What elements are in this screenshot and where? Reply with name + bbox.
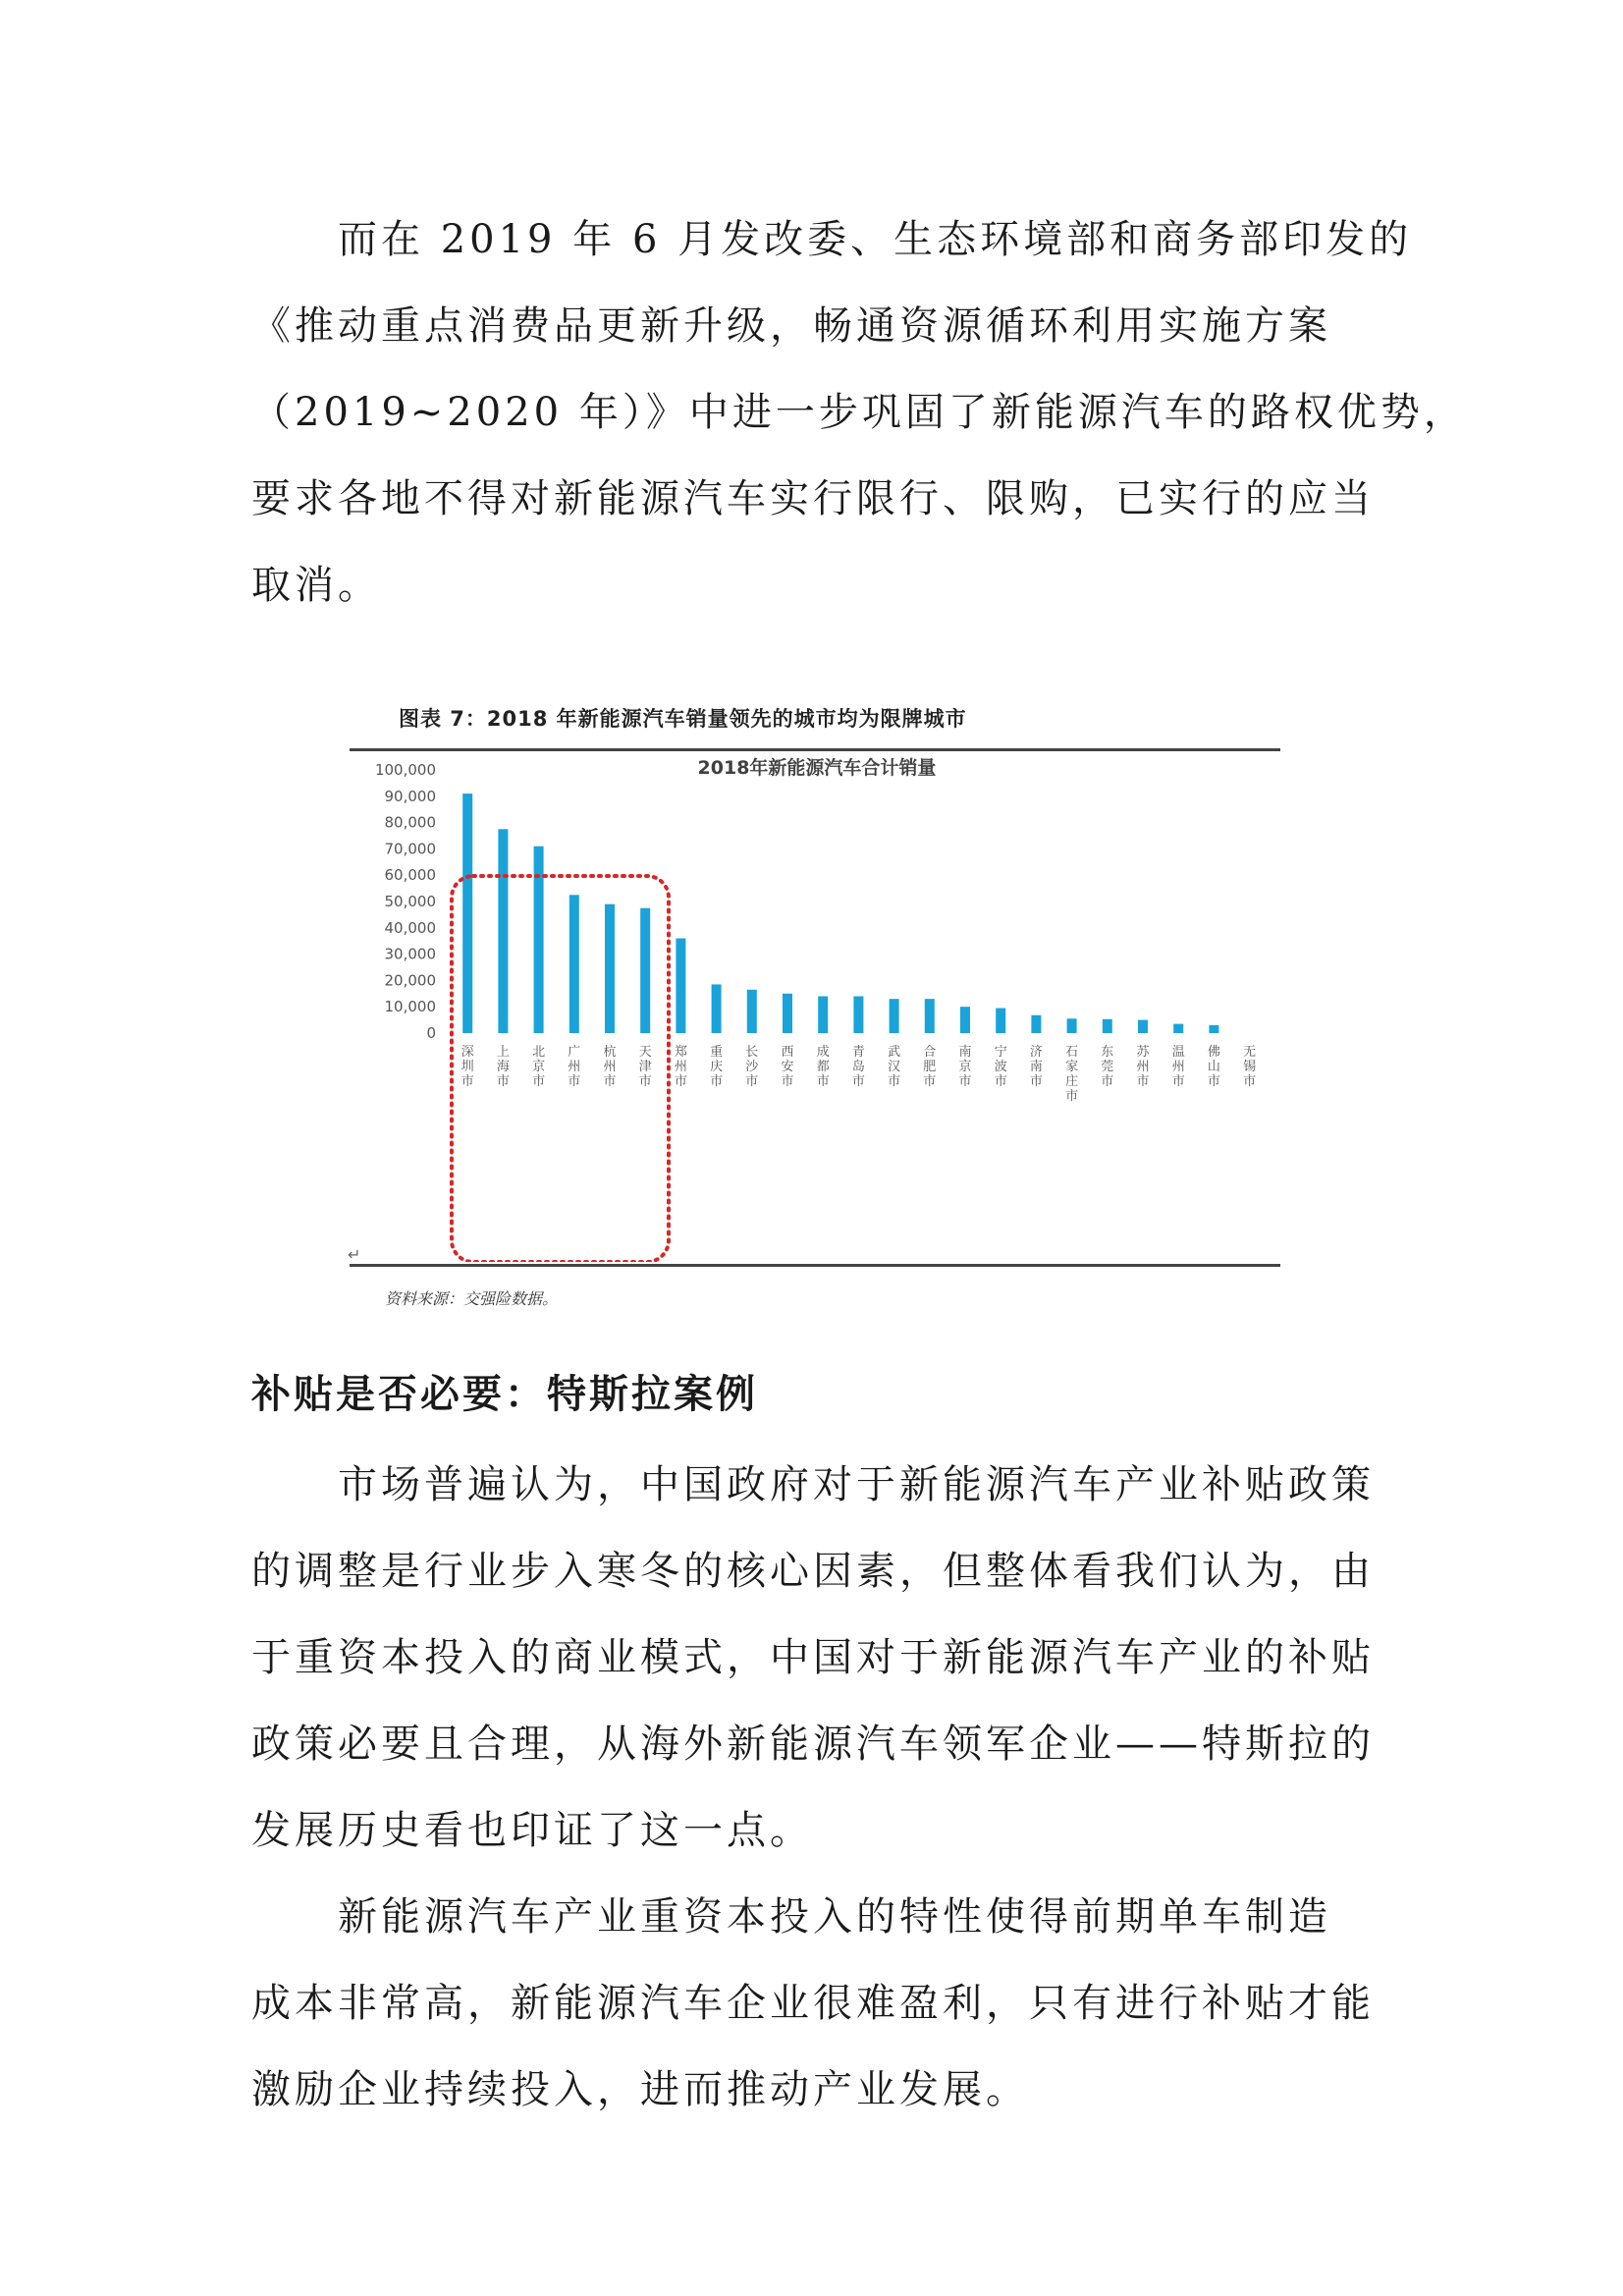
y-tick-label: 60,000	[384, 866, 436, 885]
x-tick-label: 长沙市	[745, 1045, 759, 1089]
paragraph-line: 政策必要且合理，从海外新能源汽车领军企业——特斯拉的	[251, 1722, 1375, 1767]
x-tick-label: 西安市	[781, 1045, 794, 1089]
bar-深圳市	[462, 793, 472, 1033]
x-tick-label: 深圳市	[460, 1045, 474, 1089]
return-mark: ↵	[348, 1245, 361, 1264]
x-tick-label: 天津市	[638, 1045, 652, 1089]
bar-成都市	[818, 996, 828, 1033]
bar-佛山市	[1209, 1025, 1218, 1033]
x-tick-label: 无锡市	[1243, 1045, 1257, 1089]
x-tick-label: 杭州市	[603, 1045, 617, 1089]
x-tick-label: 石家庄市	[1065, 1045, 1079, 1104]
bar-武汉市	[890, 999, 899, 1033]
highlight-box	[452, 876, 669, 1262]
figure-bottom-rule	[350, 1264, 1280, 1267]
bar-济南市	[1031, 1015, 1041, 1033]
paragraph-line: 而在 2019 年 6 月发改委、生态环境部和商务部印发的	[338, 217, 1413, 262]
y-tick-label: 0	[426, 1024, 436, 1042]
y-tick-label: 10,000	[384, 998, 436, 1016]
bar-郑州市	[676, 939, 685, 1033]
paragraph-line: 激励企业持续投入，进而推动产业发展。	[251, 2067, 1029, 2112]
x-tick-label: 成都市	[816, 1045, 830, 1089]
y-tick-label: 30,000	[384, 945, 436, 963]
x-tick-label: 温州市	[1171, 1045, 1185, 1089]
bar-苏州市	[1138, 1020, 1148, 1033]
figure-source: 资料来源：交强险数据。	[385, 1289, 559, 1308]
chart-title: 2018年新能源汽车合计销量	[697, 757, 937, 779]
paragraph-line: 的调整是行业步入寒冬的核心因素，但整体看我们认为，由	[251, 1549, 1375, 1594]
paragraph-line: 《推动重点消费品更新升级，畅通资源循环利用实施方案	[251, 303, 1331, 349]
section-heading: 补贴是否必要：特斯拉案例	[251, 1372, 758, 1417]
bar-长沙市	[747, 990, 757, 1033]
paragraph-line: 新能源汽车产业重资本投入的特性使得前期单车制造	[338, 1894, 1331, 1940]
y-tick-label: 80,000	[384, 813, 436, 832]
x-tick-label: 武汉市	[888, 1045, 901, 1089]
y-tick-label: 20,000	[384, 971, 436, 990]
y-tick-label: 70,000	[384, 840, 436, 858]
x-tick-label: 广州市	[568, 1045, 581, 1089]
x-tick-label: 重庆市	[710, 1045, 724, 1089]
sales-bar-chart	[346, 751, 1283, 1262]
paragraph-line: 要求各地不得对新能源汽车实行限行、限购，已实行的应当	[251, 476, 1375, 521]
bar-天津市	[640, 908, 650, 1033]
x-tick-label: 济南市	[1029, 1045, 1043, 1089]
x-tick-label: 郑州市	[674, 1045, 687, 1089]
x-tick-label: 青岛市	[851, 1045, 865, 1089]
paragraph-cost	[251, 1874, 1390, 2133]
bar-重庆市	[712, 984, 722, 1033]
figure-chart	[346, 668, 1283, 1316]
paragraph-policy	[251, 196, 1467, 629]
bar-杭州市	[605, 904, 615, 1033]
x-tick-label: 宁波市	[994, 1045, 1007, 1089]
y-tick-label: 90,000	[384, 787, 436, 805]
x-tick-label: 东莞市	[1101, 1045, 1114, 1089]
paragraph-line: （2019~2020 年）》中进一步巩固了新能源汽车的路权优势，	[251, 390, 1467, 435]
bar-宁波市	[996, 1009, 1005, 1033]
paragraph-line: 成本非常高，新能源汽车企业很难盈利，只有进行补贴才能	[251, 1981, 1375, 2026]
paragraph-market	[251, 1442, 1390, 1874]
x-tick-label: 苏州市	[1136, 1045, 1150, 1089]
bar-温州市	[1173, 1024, 1183, 1033]
y-tick-label: 40,000	[384, 918, 436, 937]
paragraph-line: 于重资本投入的商业模式，中国对于新能源汽车产业的补贴	[251, 1635, 1375, 1680]
x-tick-label: 上海市	[496, 1045, 510, 1089]
bar-上海市	[498, 829, 508, 1033]
bar-合肥市	[925, 999, 935, 1033]
x-tick-label: 南京市	[958, 1045, 972, 1089]
x-tick-label: 北京市	[532, 1045, 546, 1089]
paragraph-line: 市场普遍认为，中国政府对于新能源汽车产业补贴政策	[338, 1462, 1375, 1507]
x-tick-label: 佛山市	[1207, 1045, 1220, 1089]
bar-广州市	[569, 895, 579, 1033]
bar-东莞市	[1103, 1019, 1112, 1033]
bar-西安市	[783, 994, 792, 1033]
y-tick-label: 100,000	[374, 761, 436, 779]
bar-青岛市	[853, 996, 863, 1033]
figure-caption: 图表 7：2018 年新能源汽车销量领先的城市均为限牌城市	[399, 707, 967, 731]
paragraph-line: 取消。	[251, 563, 381, 608]
x-tick-label: 合肥市	[923, 1045, 937, 1089]
y-tick-label: 50,000	[384, 893, 436, 910]
bar-南京市	[960, 1007, 970, 1033]
bar-石家庄市	[1067, 1018, 1077, 1033]
paragraph-line: 发展历史看也印证了这一点。	[251, 1808, 813, 1853]
